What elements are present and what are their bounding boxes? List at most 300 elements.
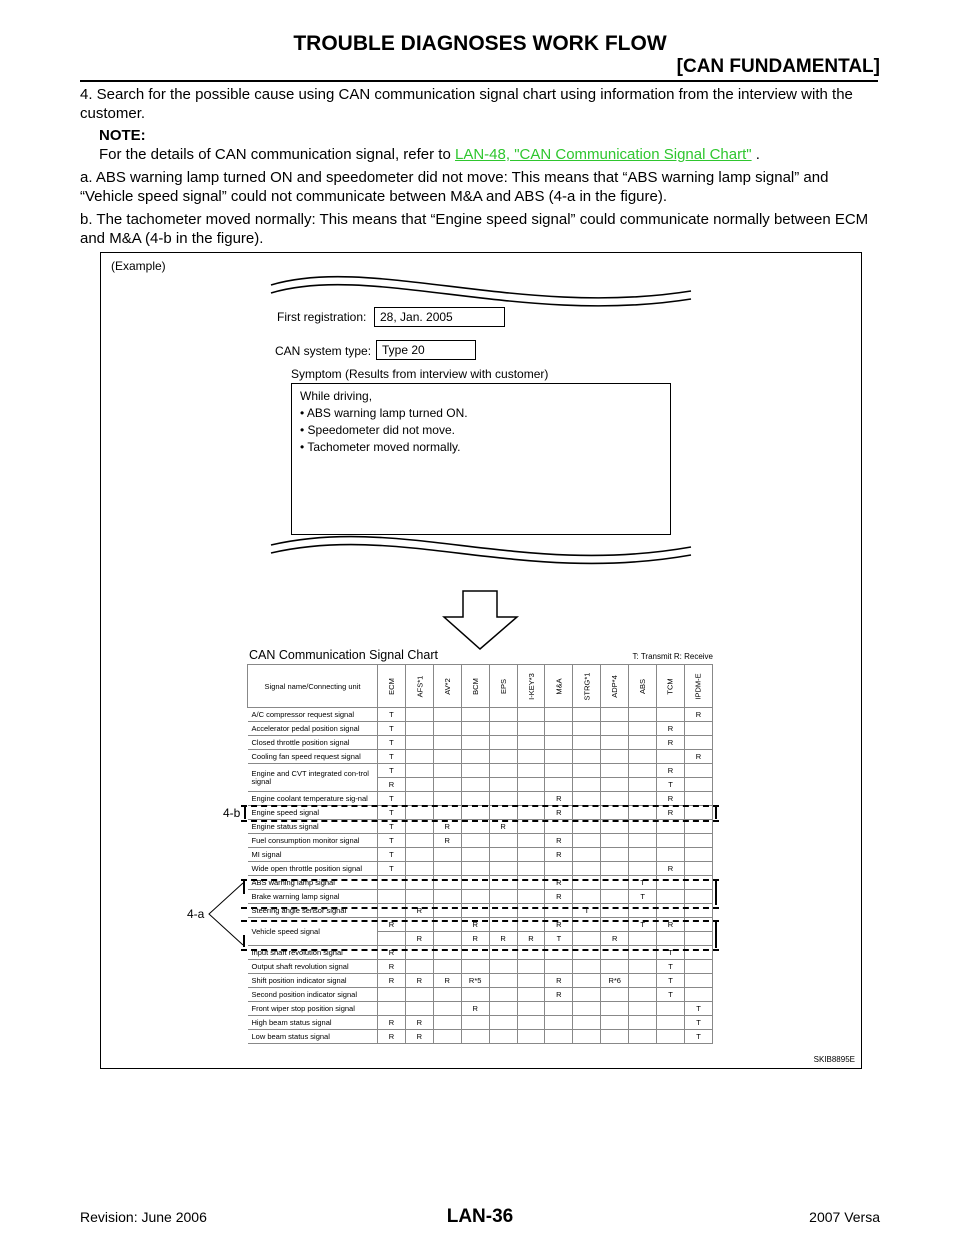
table-cell	[405, 960, 433, 974]
table-cell	[433, 1030, 461, 1044]
table-cell	[405, 834, 433, 848]
signal-name: A/C compressor request signal	[248, 708, 378, 722]
table-cell	[684, 722, 712, 736]
label-4b: 4-b	[223, 806, 241, 820]
table-cell: R	[657, 792, 685, 806]
table-cell: R	[657, 806, 685, 820]
table-cell	[545, 778, 573, 792]
dash-4a-mid	[241, 907, 719, 909]
table-cell	[405, 862, 433, 876]
table-cell	[573, 848, 601, 862]
table-cell	[517, 764, 545, 778]
item-b-text: b. The tachometer moved normally: This means that “Engine speed signal” could communicate normally between ECM and M&A (4-b in the figure).	[80, 211, 869, 247]
table-cell	[405, 736, 433, 750]
table-cell	[684, 736, 712, 750]
dash-4b-top	[241, 805, 719, 807]
table-cell	[433, 960, 461, 974]
unit-label: AFS*1	[414, 675, 424, 697]
signal-name: Engine coolant temperature sig-nal	[248, 792, 378, 806]
table-row	[248, 834, 713, 848]
table-cell	[657, 750, 685, 764]
table-row	[248, 960, 713, 974]
table-cell	[573, 806, 601, 820]
table-cell	[629, 904, 657, 918]
table-cell	[433, 778, 461, 792]
table-cell	[573, 792, 601, 806]
table-cell	[573, 974, 601, 988]
table-cell	[601, 988, 629, 1002]
table-cell	[629, 932, 657, 946]
dash-4b-bottom	[241, 820, 719, 822]
dash-4a-top	[241, 879, 719, 881]
table-cell	[517, 722, 545, 736]
column-header-unit	[629, 665, 657, 708]
table-cell	[461, 792, 489, 806]
bracket-4b-right	[715, 807, 717, 819]
table-cell: T	[573, 904, 601, 918]
table-cell	[405, 708, 433, 722]
table-cell	[684, 988, 712, 1002]
table-cell: T	[684, 1002, 712, 1016]
table-cell	[489, 722, 517, 736]
table-cell: R	[545, 918, 573, 932]
table-cell	[405, 806, 433, 820]
table-cell: R	[545, 834, 573, 848]
table-row	[248, 988, 713, 1002]
can-signal-table	[247, 664, 713, 1044]
table-cell	[489, 764, 517, 778]
table-cell	[461, 876, 489, 890]
table-cell	[517, 890, 545, 904]
note-link[interactable]: LAN-48, "CAN Communication Signal Chart"	[455, 146, 752, 163]
table-cell	[433, 890, 461, 904]
first-registration-value: 28, Jan. 2005	[374, 307, 505, 327]
signal-name: Brake warning lamp signal	[248, 890, 378, 904]
figure-code: SKIB8895E	[813, 1055, 855, 1064]
footer-revision: Revision: June 2006	[80, 1209, 207, 1225]
chart-legend: T: Transmit R: Receive	[632, 652, 713, 661]
table-cell: R	[545, 792, 573, 806]
table-cell	[517, 904, 545, 918]
table-cell: R	[545, 974, 573, 988]
table-cell	[684, 806, 712, 820]
table-cell: T	[684, 1030, 712, 1044]
table-cell	[629, 946, 657, 960]
symptom-line: • Tachometer moved normally.	[300, 440, 461, 454]
table-cell	[461, 778, 489, 792]
table-row	[248, 722, 713, 736]
first-registration-label: First registration:	[277, 310, 367, 324]
signal-name: Fuel consumption monitor signal	[248, 834, 378, 848]
table-cell	[545, 736, 573, 750]
table-cell: R	[433, 974, 461, 988]
table-cell: T	[657, 778, 685, 792]
table-cell	[489, 1016, 517, 1030]
signal-name: Input shaft revolution signal	[248, 946, 378, 960]
table-row	[248, 890, 713, 904]
unit-label: AV*2	[442, 677, 452, 695]
unit-label: IPDM-E	[693, 672, 703, 700]
table-cell	[545, 946, 573, 960]
column-header-unit	[545, 665, 573, 708]
table-row	[248, 736, 713, 750]
table-cell: T	[657, 960, 685, 974]
table-cell: R	[378, 960, 406, 974]
table-cell	[489, 876, 517, 890]
table-cell	[461, 960, 489, 974]
table-cell	[405, 778, 433, 792]
signal-name: Low beam status signal	[248, 1030, 378, 1044]
table-cell	[517, 1002, 545, 1016]
table-cell	[405, 946, 433, 960]
table-cell	[545, 960, 573, 974]
table-cell	[461, 722, 489, 736]
can-type-value: Type 20	[376, 340, 476, 360]
table-cell	[601, 848, 629, 862]
table-cell: R	[405, 904, 433, 918]
table-cell	[629, 1016, 657, 1030]
unit-label: ECM	[386, 677, 396, 695]
table-cell	[517, 806, 545, 820]
table-cell	[517, 834, 545, 848]
signal-name: Closed throttle position signal	[248, 736, 378, 750]
table-cell	[573, 750, 601, 764]
table-cell: T	[378, 736, 406, 750]
table-cell	[517, 792, 545, 806]
column-header-unit	[489, 665, 517, 708]
table-row	[248, 806, 713, 820]
table-cell	[684, 778, 712, 792]
table-cell	[433, 750, 461, 764]
table-cell	[461, 988, 489, 1002]
table-cell	[545, 862, 573, 876]
table-cell	[461, 750, 489, 764]
table-cell	[433, 1002, 461, 1016]
table-cell	[517, 736, 545, 750]
table-cell	[378, 932, 406, 946]
example-figure	[100, 252, 862, 1069]
table-cell	[489, 806, 517, 820]
table-cell	[489, 862, 517, 876]
table-cell	[629, 1002, 657, 1016]
step-4-text: 4. Search for the possible cause using CAN communication signal chart using information from the interview with the customer.	[80, 86, 853, 122]
signal-name: Cooling fan speed request signal	[248, 750, 378, 764]
table-cell	[433, 708, 461, 722]
column-header-unit	[378, 665, 406, 708]
table-cell	[405, 890, 433, 904]
table-cell	[601, 1002, 629, 1016]
table-cell	[629, 848, 657, 862]
symptom-title: Symptom (Results from interview with customer)	[291, 367, 549, 381]
table-cell: T	[684, 1016, 712, 1030]
table-cell	[573, 876, 601, 890]
table-cell	[629, 750, 657, 764]
table-cell	[684, 862, 712, 876]
table-cell: R	[684, 708, 712, 722]
column-header-unit	[601, 665, 629, 708]
table-cell: R	[489, 932, 517, 946]
table-cell	[405, 988, 433, 1002]
note-text	[99, 145, 878, 164]
footer-model: 2007 Versa	[809, 1209, 880, 1225]
table-cell: R	[517, 932, 545, 946]
table-cell: R	[545, 848, 573, 862]
table-cell	[489, 904, 517, 918]
table-cell: T	[378, 792, 406, 806]
table-cell	[517, 750, 545, 764]
table-cell	[461, 862, 489, 876]
table-cell	[489, 792, 517, 806]
table-cell	[405, 1002, 433, 1016]
bracket-4a-right-bottom	[715, 922, 717, 948]
table-cell	[461, 708, 489, 722]
table-cell	[573, 736, 601, 750]
table-cell	[378, 876, 406, 890]
table-cell	[433, 722, 461, 736]
table-cell	[378, 988, 406, 1002]
page-title: TROUBLE DIAGNOSES WORK FLOW	[293, 32, 667, 55]
table-cell	[405, 876, 433, 890]
dash-4a-mid2	[241, 920, 719, 922]
table-row	[248, 876, 713, 890]
unit-label: EPS	[498, 678, 508, 694]
note-body: For the details of CAN communication signal, refer to	[99, 146, 451, 163]
wave-bottom-icon	[261, 521, 701, 581]
column-header-unit	[573, 665, 601, 708]
table-cell	[489, 1002, 517, 1016]
signal-name: MI signal	[248, 848, 378, 862]
table-cell	[573, 834, 601, 848]
column-header-unit	[517, 665, 545, 708]
item-a-text: a. ABS warning lamp turned ON and speedometer did not move: This means that “ABS warning lamp signal” and “Vehicle speed signal” could not communicate between M&A and ABS (4-a in the figure).	[80, 169, 829, 205]
table-cell	[684, 792, 712, 806]
table-cell: R	[461, 918, 489, 932]
table-cell	[405, 750, 433, 764]
column-header-unit	[684, 665, 712, 708]
table-cell	[461, 1016, 489, 1030]
table-cell: R	[657, 722, 685, 736]
table-cell	[629, 792, 657, 806]
unit-label: M&A	[554, 677, 564, 695]
column-header-signal-name: Signal name/Connecting unit	[248, 665, 378, 708]
table-cell	[545, 1016, 573, 1030]
table-row	[248, 904, 713, 918]
table-cell	[545, 764, 573, 778]
table-cell: T	[629, 876, 657, 890]
table-cell	[573, 946, 601, 960]
table-cell: R	[601, 932, 629, 946]
table-cell	[461, 890, 489, 904]
table-cell	[601, 1016, 629, 1030]
table-cell	[573, 890, 601, 904]
table-cell	[517, 876, 545, 890]
table-cell	[378, 904, 406, 918]
table-cell	[657, 890, 685, 904]
table-cell	[684, 974, 712, 988]
table-cell: T	[629, 918, 657, 932]
table-cell: T	[629, 890, 657, 904]
table-cell	[517, 778, 545, 792]
table-cell	[489, 890, 517, 904]
table-cell: T	[378, 764, 406, 778]
table-cell	[629, 862, 657, 876]
table-row	[248, 862, 713, 876]
table-cell	[684, 876, 712, 890]
table-cell	[489, 834, 517, 848]
table-cell	[433, 946, 461, 960]
table-cell	[378, 890, 406, 904]
table-cell: R	[461, 932, 489, 946]
table-cell	[601, 876, 629, 890]
table-cell: T	[378, 708, 406, 722]
table-cell	[433, 848, 461, 862]
table-cell	[573, 764, 601, 778]
table-cell	[405, 722, 433, 736]
bracket-4a-right-top	[715, 881, 717, 905]
table-cell	[405, 792, 433, 806]
table-cell	[433, 1016, 461, 1030]
table-cell: R	[378, 974, 406, 988]
table-cell	[573, 722, 601, 736]
unit-label: I-KEY*3	[526, 672, 536, 700]
table-cell	[433, 806, 461, 820]
header-rule	[80, 80, 878, 82]
table-cell	[601, 862, 629, 876]
table-row	[248, 708, 713, 722]
table-cell: R	[657, 764, 685, 778]
table-cell: R	[461, 1002, 489, 1016]
table-cell	[545, 904, 573, 918]
table-cell	[657, 708, 685, 722]
table-cell	[489, 960, 517, 974]
table-cell	[461, 904, 489, 918]
table-cell: R	[545, 876, 573, 890]
table-cell: R	[378, 946, 406, 960]
table-cell	[601, 904, 629, 918]
signal-name: Front wiper stop position signal	[248, 1002, 378, 1016]
table-row	[248, 1030, 713, 1044]
table-cell	[517, 1030, 545, 1044]
table-cell	[573, 1030, 601, 1044]
table-cell	[433, 736, 461, 750]
table-cell	[684, 904, 712, 918]
table-cell: R	[433, 820, 461, 834]
table-cell: R	[545, 806, 573, 820]
table-cell	[461, 946, 489, 960]
column-header-unit	[433, 665, 461, 708]
table-cell	[684, 890, 712, 904]
table-cell	[517, 946, 545, 960]
table-cell	[601, 946, 629, 960]
table-cell	[433, 904, 461, 918]
table-cell	[517, 988, 545, 1002]
table-cell	[517, 708, 545, 722]
example-label: (Example)	[111, 259, 166, 273]
table-cell	[629, 722, 657, 736]
table-cell	[433, 932, 461, 946]
signal-name: ABS warning lamp signal	[248, 876, 378, 890]
table-cell	[461, 1030, 489, 1044]
table-cell	[657, 834, 685, 848]
table-cell: R	[545, 890, 573, 904]
table-row	[248, 848, 713, 862]
table-cell	[573, 988, 601, 1002]
chart-title: CAN Communication Signal Chart	[249, 648, 438, 662]
table-cell	[489, 750, 517, 764]
table-cell	[601, 736, 629, 750]
table-cell	[573, 960, 601, 974]
table-cell	[433, 988, 461, 1002]
note-end: .	[755, 146, 760, 163]
table-cell	[545, 1002, 573, 1016]
footer-page: LAN-36	[446, 1206, 514, 1227]
table-cell	[545, 708, 573, 722]
signal-name: Engine speed signal	[248, 806, 378, 820]
table-cell	[517, 1016, 545, 1030]
table-cell: R	[378, 1030, 406, 1044]
table-cell	[657, 932, 685, 946]
column-header-unit	[405, 665, 433, 708]
table-cell	[573, 932, 601, 946]
bracket-4b	[244, 807, 246, 819]
table-cell	[489, 946, 517, 960]
table-cell	[489, 708, 517, 722]
table-cell	[629, 778, 657, 792]
table-row	[248, 750, 713, 764]
unit-label: STRG*1	[582, 672, 592, 700]
table-cell: T	[378, 848, 406, 862]
table-cell	[684, 848, 712, 862]
table-cell	[461, 764, 489, 778]
table-cell	[601, 806, 629, 820]
symptom-line: • Speedometer did not move.	[300, 423, 455, 437]
table-cell	[684, 946, 712, 960]
table-cell	[601, 1030, 629, 1044]
table-cell	[601, 750, 629, 764]
table-cell: T	[657, 946, 685, 960]
table-cell	[684, 932, 712, 946]
table-row	[248, 1002, 713, 1016]
table-cell	[657, 1016, 685, 1030]
label-4a: 4-a	[187, 907, 205, 921]
table-cell	[629, 1030, 657, 1044]
table-cell	[461, 736, 489, 750]
table-cell: R	[405, 1016, 433, 1030]
table-cell	[629, 834, 657, 848]
note-label: NOTE:	[99, 127, 146, 144]
table-cell: T	[378, 820, 406, 834]
table-cell	[601, 708, 629, 722]
table-row	[248, 1016, 713, 1030]
table-cell	[629, 736, 657, 750]
table-row	[248, 974, 713, 988]
table-cell: T	[657, 988, 685, 1002]
table-cell: T	[378, 750, 406, 764]
table-cell: R	[405, 1030, 433, 1044]
signal-name: Wide open throttle position signal	[248, 862, 378, 876]
can-type-label: CAN system type:	[275, 344, 372, 358]
table-row	[248, 764, 713, 778]
table-cell: T	[545, 932, 573, 946]
signal-name: High beam status signal	[248, 1016, 378, 1030]
table-cell	[545, 1030, 573, 1044]
table-cell	[573, 862, 601, 876]
table-cell	[629, 960, 657, 974]
column-header-unit	[461, 665, 489, 708]
signal-name: Output shaft revolution signal	[248, 960, 378, 974]
table-cell	[461, 806, 489, 820]
table-cell: R	[378, 1016, 406, 1030]
